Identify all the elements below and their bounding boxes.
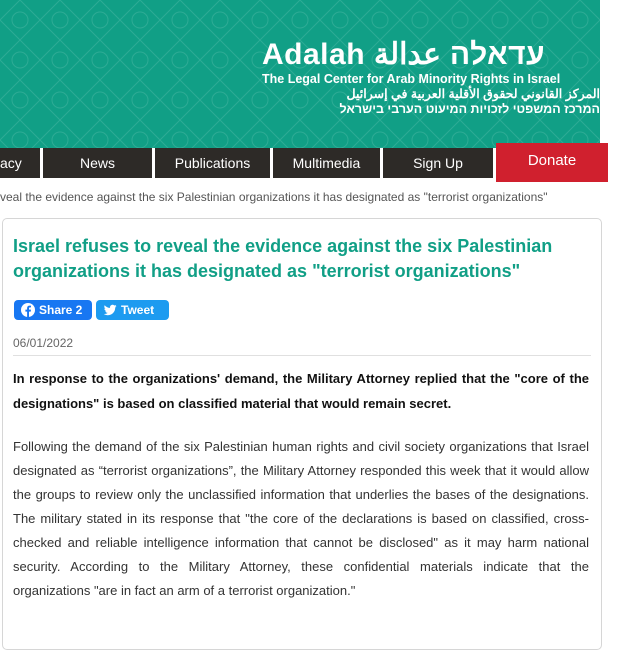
tagline-en: The Legal Center for Arab Minority Rights in Israel [262,72,561,86]
breadcrumb: veal the evidence against the six Palestinian organizations it has designated as "terrorist organizations" [0,190,548,204]
nav-item-multimedia[interactable]: Multimedia [273,148,383,178]
donate-button[interactable]: Donate [496,143,608,182]
logo-title: Adalah עדאלה عدالة [262,38,546,71]
twitter-bird-icon [103,303,117,317]
article-title: Israel refuses to reveal the evidence against the six Palestinian organizations it has designated as "terrorist organizations" [13,236,553,281]
facebook-icon [21,303,35,317]
nav-item-sign-up[interactable]: Sign Up [383,148,496,178]
twitter-tweet-button[interactable] [96,300,169,320]
nav-item-advocacy[interactable]: acy [0,148,43,178]
tagline-he: המרכז המשפטי לזכויות המיעוט הערבי בישראל [339,102,600,116]
article-lead: In response to the organizations' demand, the Military Attorney replied that the "core of the designations" is based on classified material that would remain secret. [13,371,589,411]
site-header-banner [0,0,600,148]
nav-item-publications[interactable]: Publications [155,148,273,178]
article-body: Following the demand of the six Palestinian human rights and civil society organizations that Israel designated as “terrorist organizations”, the Military Attorney responded this week that it would allow the groups to review only the unclassified information that underlies the bases of the designations. The military stated in its response that "the core of the declarations is based on classified, cross-checked and reliable intelligence information that cannot be disclosed" as it may harm national security. According to the Military Attorney, these confidential materials indicate that the organizations "are in fact an arm of a terrorist organization." [13,439,589,598]
article-date: 06/01/2022 [13,336,74,350]
tagline-ar: المركز القانوني لحقوق الأقلية العربية في إسرائيل [346,87,600,101]
facebook-share-label: Share 2 [39,303,83,317]
article-card [2,218,602,650]
facebook-share-button[interactable] [14,300,92,320]
twitter-tweet-label: Tweet [121,303,155,317]
site-logo[interactable] [262,40,600,117]
divider [13,355,591,356]
nav-item-news[interactable]: News [43,148,155,178]
